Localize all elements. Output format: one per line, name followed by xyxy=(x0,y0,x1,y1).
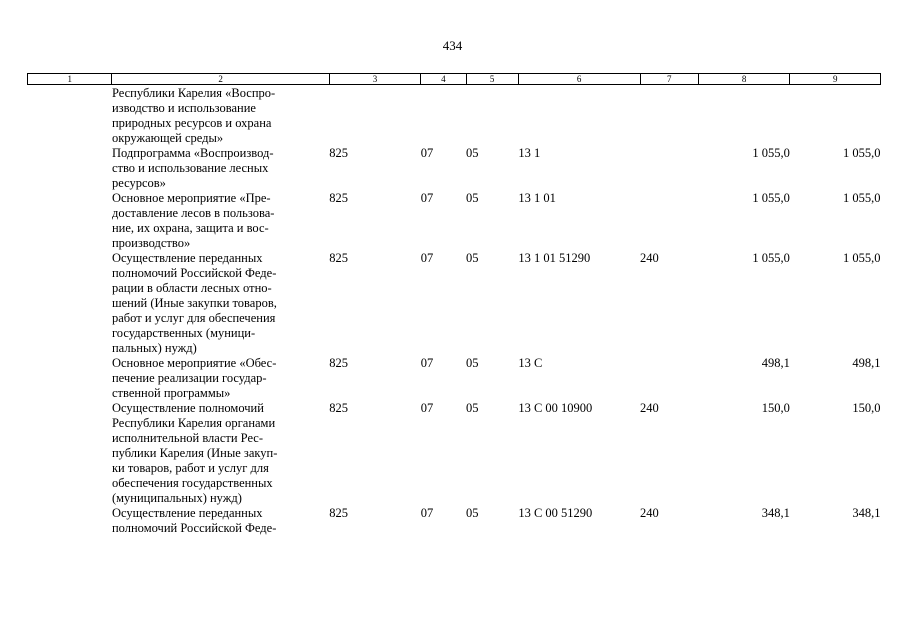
code-expense-type: 240 xyxy=(640,506,659,520)
code-ministry: 825 xyxy=(329,401,348,415)
amount-year-2: 150,0 xyxy=(852,401,881,415)
amount-year-1: 150,0 xyxy=(761,401,790,415)
code-section xyxy=(421,85,466,147)
code-expense-type xyxy=(640,356,698,401)
code-target-article: 13 1 xyxy=(518,146,541,160)
column-header: 3 xyxy=(329,74,421,85)
cell-empty xyxy=(28,85,112,147)
code-section: 07 xyxy=(420,401,434,415)
table-row xyxy=(28,401,881,506)
column-number-row xyxy=(28,74,881,85)
table-row xyxy=(28,146,881,191)
row-name: Осуществление переданных полномочий Российской Феде- xyxy=(111,506,277,535)
amount-year-2: 348,1 xyxy=(852,506,881,520)
code-section: 07 xyxy=(420,356,434,370)
table-row xyxy=(28,356,881,401)
column-header: 1 xyxy=(28,74,112,85)
code-subsection xyxy=(466,85,518,147)
column-header: 8 xyxy=(698,74,790,85)
row-name: Подпрограмма «Воспроизвод- ство и использование лесных ресурсов» xyxy=(111,146,274,190)
row-name: Республики Карелия «Воспро- изводство и использование природных ресурсов и охрана окружающей среды» xyxy=(111,86,276,145)
code-ministry: 825 xyxy=(329,506,348,520)
table-row xyxy=(28,191,881,251)
amount-year-2: 1 055,0 xyxy=(843,146,881,160)
cell-empty xyxy=(28,251,112,356)
cell-empty xyxy=(28,146,112,191)
code-section: 07 xyxy=(420,191,434,205)
column-header: 4 xyxy=(421,74,466,85)
column-header: 6 xyxy=(518,74,640,85)
code-expense-type xyxy=(640,191,698,251)
page-number: 434 xyxy=(442,38,463,53)
code-subsection: 05 xyxy=(466,146,479,160)
code-target-article: 13 1 01 51290 xyxy=(518,251,591,265)
code-subsection: 05 xyxy=(466,506,479,520)
cell-empty xyxy=(28,506,112,536)
code-subsection: 05 xyxy=(466,356,479,370)
amount-year-1: 1 055,0 xyxy=(752,251,790,265)
row-name: Осуществление полномочий Республики Карелия органами исполнительной власти Рес- публики Карелия (Иные закуп- ки товаров, работ и услуг для обеспечения государственных (муниципальных) нужд) xyxy=(111,401,278,505)
amount-year-1: 348,1 xyxy=(761,506,790,520)
amount-year-2: 498,1 xyxy=(852,356,881,370)
row-name: Основное мероприятие «Пре- доставление лесов в пользова- ние, их охрана, защита и вос- производство» xyxy=(111,191,275,250)
code-expense-type xyxy=(640,146,698,191)
amount-year-2: 1 055,0 xyxy=(843,191,881,205)
code-target-article xyxy=(518,85,640,147)
amount-year-1: 498,1 xyxy=(761,356,790,370)
code-ministry: 825 xyxy=(329,191,348,205)
cell-empty xyxy=(28,191,112,251)
table-row xyxy=(28,85,881,147)
column-header: 2 xyxy=(112,74,329,85)
cell-empty xyxy=(28,401,112,506)
code-subsection: 05 xyxy=(466,401,479,415)
budget-table xyxy=(27,73,881,536)
table-header xyxy=(28,74,881,85)
column-header: 5 xyxy=(466,74,518,85)
code-expense-type: 240 xyxy=(640,401,659,415)
code-subsection: 05 xyxy=(466,191,479,205)
code-ministry xyxy=(329,85,421,147)
code-ministry: 825 xyxy=(329,356,348,370)
code-ministry: 825 xyxy=(329,251,348,265)
table-row xyxy=(28,251,881,356)
column-header: 7 xyxy=(640,74,698,85)
code-section: 07 xyxy=(420,251,434,265)
amount-year-1: 1 055,0 xyxy=(752,191,790,205)
amount-year-2 xyxy=(790,85,881,147)
code-target-article: 13 С xyxy=(518,356,543,370)
code-ministry: 825 xyxy=(329,146,348,160)
amount-year-1: 1 055,0 xyxy=(752,146,790,160)
code-target-article: 13 1 01 xyxy=(518,191,556,205)
table-row xyxy=(28,506,881,536)
amount-year-2: 1 055,0 xyxy=(843,251,881,265)
code-section: 07 xyxy=(420,506,434,520)
cell-empty xyxy=(28,356,112,401)
code-section: 07 xyxy=(420,146,434,160)
code-target-article: 13 С 00 51290 xyxy=(518,506,593,520)
column-header: 9 xyxy=(790,74,881,85)
row-name: Основное мероприятие «Обес- печение реализации государ- ственной программы» xyxy=(111,356,277,400)
code-expense-type xyxy=(640,85,698,147)
table-body xyxy=(28,85,881,537)
code-subsection: 05 xyxy=(466,251,479,265)
amount-year-1 xyxy=(698,85,790,147)
code-expense-type: 240 xyxy=(640,251,659,265)
row-name: Осуществление переданных полномочий Российской Феде- рации в области лесных отно- шений (Иные закупки товаров, работ и услуг для обеспечения государственных (муници- пальных) нужд) xyxy=(111,251,277,355)
code-target-article: 13 С 00 10900 xyxy=(518,401,593,415)
